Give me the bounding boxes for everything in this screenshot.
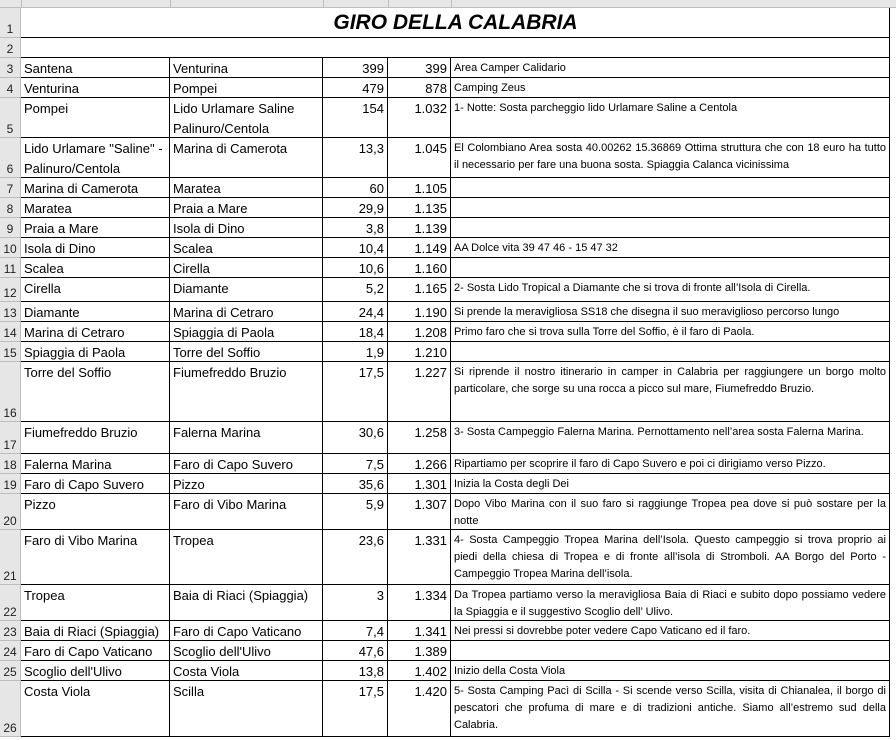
row-number[interactable]: 3	[0, 58, 21, 78]
cell-from[interactable]: Pompei	[21, 98, 170, 138]
row-number[interactable]: 2	[0, 38, 21, 58]
cell-to[interactable]: Tropea	[170, 530, 323, 585]
cell-from[interactable]: Scoglio dell'Ulivo	[21, 661, 170, 681]
cell-to[interactable]: Baia di Riaci (Spiaggia)	[170, 585, 323, 621]
cell-from[interactable]: Cirella	[21, 278, 170, 302]
cell-note[interactable]: Si prende la meravigliosa SS18 che disegna il suo meraviglioso percorso lungo	[451, 302, 890, 322]
cell-total[interactable]: 878	[388, 78, 451, 98]
cell-note[interactable]	[451, 198, 890, 218]
cell-to[interactable]: Faro di Capo Vaticano	[170, 621, 323, 641]
cell-to[interactable]: Marina di Camerota	[170, 138, 323, 178]
row-number[interactable]: 19	[0, 474, 21, 494]
cell-note[interactable]	[451, 258, 890, 278]
cell-total[interactable]: 1.331	[388, 530, 451, 585]
cell-note[interactable]: El Colombiano Area sosta 40.00262 15.36869 Ottima struttura che con 18 euro ha tutto il necessario per fare una buona sosta. Spiaggia Calanca vicinissima	[451, 138, 890, 178]
row-number[interactable]: 6	[0, 138, 21, 178]
cell-from[interactable]: Venturina	[21, 78, 170, 98]
cell-km[interactable]: 24,4	[323, 302, 388, 322]
row-number[interactable]: 10	[0, 238, 21, 258]
cell-note[interactable]: Inizia la Costa degli Dei	[451, 474, 890, 494]
cell-total[interactable]: 1.389	[388, 641, 451, 661]
cell-to[interactable]: Cirella	[170, 258, 323, 278]
cell-km[interactable]: 13,3	[323, 138, 388, 178]
cell-note[interactable]	[451, 218, 890, 238]
cell-note[interactable]: Nei pressi si dovrebbe poter vedere Capo Vaticano ed il faro.	[451, 621, 890, 641]
cell-total[interactable]: 1.210	[388, 342, 451, 362]
cell-note[interactable]: Camping Zeus	[451, 78, 890, 98]
cell-note[interactable]: Si riprende il nostro itinerario in camper in Calabria per raggiungere un borgo molto particolare, che sorge su una rocca a picco sul mare, Fiumefreddo Bruzio.	[451, 362, 890, 422]
cell-note[interactable]: 4- Sosta Campeggio Tropea Marina dell’Isola. Questo campeggio si trova proprio ai piedi della chiesa di Tropea e di fronte all’isola di Stromboli. AA Borgo del Porto - Campeggio Tropea Marina dell’isola.	[451, 530, 890, 585]
cell-total[interactable]: 1.334	[388, 585, 451, 621]
cell-from[interactable]: Santena	[21, 58, 170, 78]
cell-to[interactable]: Pizzo	[170, 474, 323, 494]
cell-note[interactable]: Da Tropea partiamo verso la meravigliosa Baia di Riaci e subito dopo possiamo vedere la Spiaggia e il suggestivo Scoglio dell’ Ulivo.	[451, 585, 890, 621]
row-number[interactable]: 5	[0, 98, 21, 138]
row-number[interactable]: 4	[0, 78, 21, 98]
cell-km[interactable]: 3	[323, 585, 388, 621]
cell-from[interactable]: Marina di Cetraro	[21, 322, 170, 342]
cell-km[interactable]: 1,9	[323, 342, 388, 362]
column-header-strip	[0, 0, 896, 8]
cell-from[interactable]: Baia di Riaci (Spiaggia)	[21, 621, 170, 641]
row-number[interactable]: 9	[0, 218, 21, 238]
cell-km[interactable]: 7,5	[323, 454, 388, 474]
cell-from[interactable]: Tropea	[21, 585, 170, 621]
cell-to[interactable]: Torre del Soffio	[170, 342, 323, 362]
row-number[interactable]: 23	[0, 621, 21, 641]
cell-to[interactable]: Venturina	[170, 58, 323, 78]
cell-total[interactable]: 1.420	[388, 681, 451, 737]
cell-from[interactable]: Isola di Dino	[21, 238, 170, 258]
row-number[interactable]: 15	[0, 342, 21, 362]
cell-to[interactable]: Lido Urlamare Saline Palinuro/Centola	[170, 98, 323, 138]
cell-from[interactable]: Praia a Mare	[21, 218, 170, 238]
cell-to[interactable]: Scilla	[170, 681, 323, 737]
cell-total[interactable]: 1.032	[388, 98, 451, 138]
row-number[interactable]: 11	[0, 258, 21, 278]
cell-from[interactable]: Faro di Vibo Marina	[21, 530, 170, 585]
cell-to[interactable]: Scalea	[170, 238, 323, 258]
row-number[interactable]: 7	[0, 178, 21, 198]
cell-km[interactable]: 5,9	[323, 494, 388, 530]
cell-total[interactable]: 1.149	[388, 238, 451, 258]
cell-to[interactable]: Scoglio dell'Ulivo	[170, 641, 323, 661]
cell-to[interactable]: Costa Viola	[170, 661, 323, 681]
cell-km[interactable]: 5,2	[323, 278, 388, 302]
cell-from[interactable]: Torre del Soffio	[21, 362, 170, 422]
cell-to[interactable]: Isola di Dino	[170, 218, 323, 238]
cell-total[interactable]: 1.105	[388, 178, 451, 198]
cell-note[interactable]: 3- Sosta Campeggio Falerna Marina. Pernottamento nell’area sosta Falerna Marina.	[451, 422, 890, 454]
row-number[interactable]: 16	[0, 362, 21, 422]
row-number[interactable]: 14	[0, 322, 21, 342]
cell-to[interactable]: Spiaggia di Paola	[170, 322, 323, 342]
cell-total[interactable]: 1.307	[388, 494, 451, 530]
cell-total[interactable]: 1.190	[388, 302, 451, 322]
cell-from[interactable]: Marina di Camerota	[21, 178, 170, 198]
cell-km[interactable]: 3,8	[323, 218, 388, 238]
cell-km[interactable]: 30,6	[323, 422, 388, 454]
cell-from[interactable]: Faro di Capo Suvero	[21, 474, 170, 494]
cell-km[interactable]: 18,4	[323, 322, 388, 342]
cell-note[interactable]: 2- Sosta Lido Tropical a Diamante che si trova di fronte all’Isola di Cirella.	[451, 278, 890, 302]
cell-to[interactable]: Faro di Vibo Marina	[170, 494, 323, 530]
cell-km[interactable]: 29,9	[323, 198, 388, 218]
cell-km[interactable]: 60	[323, 178, 388, 198]
cell-from[interactable]: Maratea	[21, 198, 170, 218]
cell-km[interactable]: 17,5	[323, 362, 388, 422]
cell-km[interactable]: 35,6	[323, 474, 388, 494]
cell-note[interactable]: Ripartiamo per scoprire il faro di Capo Suvero e poi ci dirigiamo verso Pizzo.	[451, 454, 890, 474]
cell-note[interactable]: 1- Notte: Sosta parcheggio lido Urlamare Saline a Centola	[451, 98, 890, 138]
blank-row[interactable]	[21, 38, 890, 58]
cell-note[interactable]	[451, 641, 890, 661]
cell-total[interactable]: 1.165	[388, 278, 451, 302]
cell-total[interactable]: 1.301	[388, 474, 451, 494]
cell-to[interactable]: Fiumefreddo Bruzio	[170, 362, 323, 422]
cell-km[interactable]: 7,4	[323, 621, 388, 641]
sheet-title[interactable]: GIRO DELLA CALABRIA	[21, 8, 890, 38]
cell-total[interactable]: 1.258	[388, 422, 451, 454]
row-number[interactable]: 18	[0, 454, 21, 474]
cell-total[interactable]: 1.139	[388, 218, 451, 238]
cell-from[interactable]: Lido Urlamare "Saline" - Palinuro/Centola	[21, 138, 170, 178]
cell-from[interactable]: Falerna Marina	[21, 454, 170, 474]
cell-km[interactable]: 10,6	[323, 258, 388, 278]
row-number[interactable]: 8	[0, 198, 21, 218]
cell-total[interactable]: 1.227	[388, 362, 451, 422]
row-number[interactable]: 22	[0, 585, 21, 621]
cell-note[interactable]: Dopo Vibo Marina con il suo faro si raggiunge Tropea pea dove si può sostare per la notte	[451, 494, 890, 530]
cell-note[interactable]: Area Camper Calidario	[451, 58, 890, 78]
row-number[interactable]: 24	[0, 641, 21, 661]
row-number[interactable]: 1	[0, 8, 21, 38]
cell-to[interactable]: Praia a Mare	[170, 198, 323, 218]
row-number[interactable]: 13	[0, 302, 21, 322]
cell-km[interactable]: 154	[323, 98, 388, 138]
cell-total[interactable]: 1.135	[388, 198, 451, 218]
cell-from[interactable]: Pizzo	[21, 494, 170, 530]
cell-from[interactable]: Fiumefreddo Bruzio	[21, 422, 170, 454]
cell-total[interactable]: 1.160	[388, 258, 451, 278]
cell-total[interactable]: 399	[388, 58, 451, 78]
row-number[interactable]: 17	[0, 422, 21, 454]
cell-from[interactable]: Diamante	[21, 302, 170, 322]
cell-from[interactable]: Costa Viola	[21, 681, 170, 737]
cell-note[interactable]: Inizio della Costa Viola	[451, 661, 890, 681]
cell-km[interactable]: 17,5	[323, 681, 388, 737]
row-number[interactable]: 26	[0, 681, 21, 737]
cell-from[interactable]: Spiaggia di Paola	[21, 342, 170, 362]
cell-total[interactable]: 1.208	[388, 322, 451, 342]
cell-from[interactable]: Faro di Capo Vaticano	[21, 641, 170, 661]
cell-km[interactable]: 23,6	[323, 530, 388, 585]
cell-note[interactable]	[451, 178, 890, 198]
cell-km[interactable]: 399	[323, 58, 388, 78]
cell-to[interactable]: Faro di Capo Suvero	[170, 454, 323, 474]
cell-to[interactable]: Marina di Cetraro	[170, 302, 323, 322]
cell-total[interactable]: 1.266	[388, 454, 451, 474]
cell-total[interactable]: 1.045	[388, 138, 451, 178]
cell-to[interactable]: Diamante	[170, 278, 323, 302]
grid-right-border	[889, 8, 890, 737]
cell-to[interactable]: Maratea	[170, 178, 323, 198]
row-number[interactable]: 21	[0, 530, 21, 585]
cell-km[interactable]: 479	[323, 78, 388, 98]
cell-to[interactable]: Falerna Marina	[170, 422, 323, 454]
cell-note[interactable]: Primo faro che si trova sulla Torre del Soffio, è il faro di Paola.	[451, 322, 890, 342]
row-number[interactable]: 12	[0, 278, 21, 302]
row-number[interactable]: 25	[0, 661, 21, 681]
cell-to[interactable]: Pompei	[170, 78, 323, 98]
cell-km[interactable]: 47,6	[323, 641, 388, 661]
cell-total[interactable]: 1.341	[388, 621, 451, 641]
cell-note[interactable]: AA Dolce vita 39 47 46 - 15 47 32	[451, 238, 890, 258]
cell-note[interactable]: 5- Sosta Camping Pacì di Scilla - Si scende verso Scilla, visita di Chianalea, il borgo di pescatori che profuma di mare e di tradizioni antiche. Siamo all’estremo sud della Calabria.	[451, 681, 890, 737]
cell-note[interactable]	[451, 342, 890, 362]
cell-total[interactable]: 1.402	[388, 661, 451, 681]
cell-km[interactable]: 13,8	[323, 661, 388, 681]
row-number[interactable]: 20	[0, 494, 21, 530]
cell-from[interactable]: Scalea	[21, 258, 170, 278]
cell-km[interactable]: 10,4	[323, 238, 388, 258]
